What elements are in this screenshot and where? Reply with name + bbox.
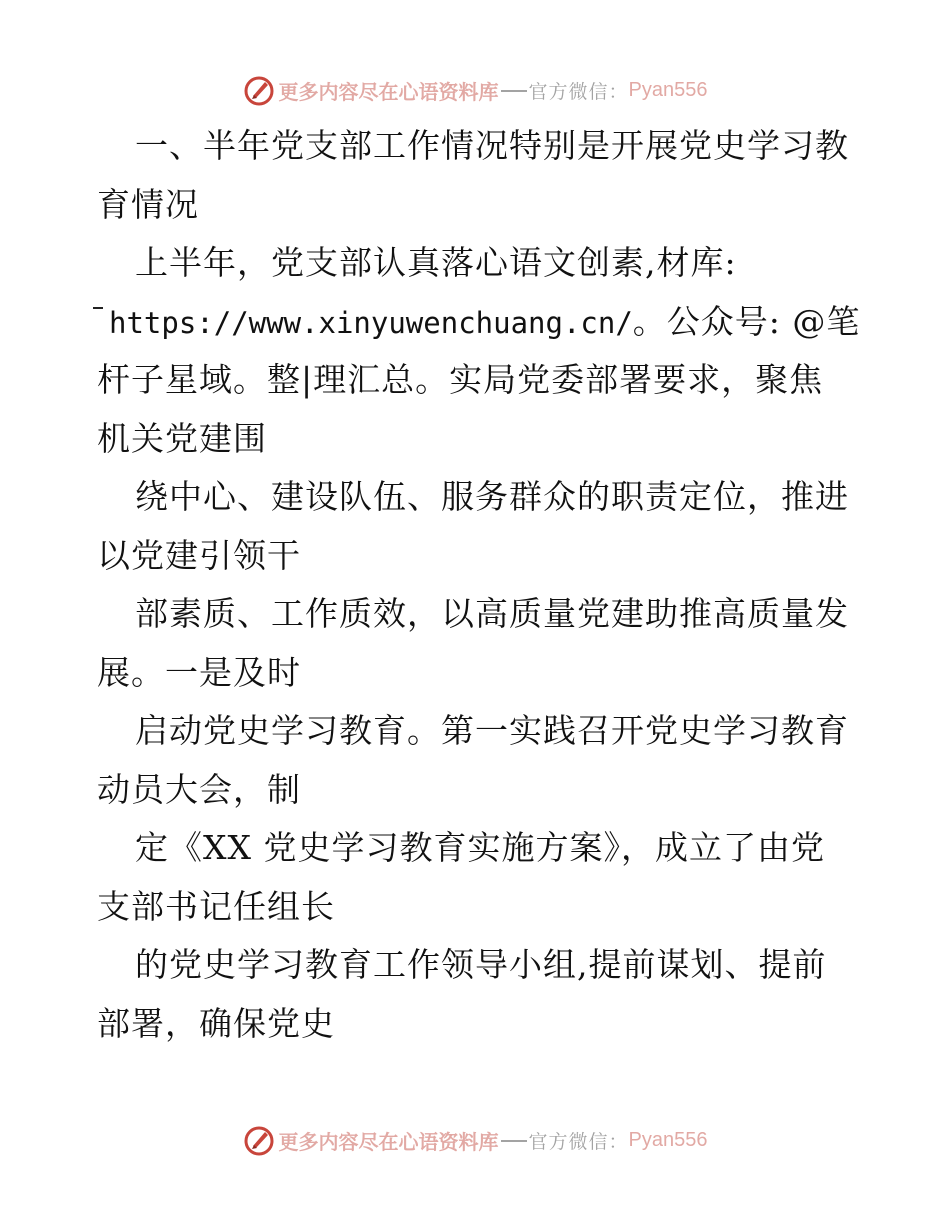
body-line: 机关党建围 [97, 418, 267, 458]
logo-icon [243, 1124, 275, 1156]
body-line: 上半年，党支部认真落心语文创素,材库: [135, 243, 737, 282]
url-suffix: 。公众号: @笔 [632, 301, 861, 341]
document-body [97, 117, 861, 1053]
banner-text: 更多内容尽在心语资料库 [278, 1129, 499, 1154]
wechat-id: Pyan556 [628, 1128, 708, 1151]
banner-dash [501, 90, 527, 92]
corner-mark [93, 307, 103, 309]
header-banner [0, 70, 950, 110]
body-line: 部署，确保党史 [97, 1003, 335, 1043]
footer-banner [0, 1120, 950, 1160]
body-line: 的党史学习教育工作领导小组,提前谋划、提前 [135, 945, 827, 984]
body-line: 一、半年党支部工作情况特别是开展党史学习教 [135, 126, 849, 165]
url-text: https://www.xinyuwenchuang.cn/ [109, 305, 633, 340]
body-line: 育情况 [97, 184, 199, 224]
body-line: 定《XX 党史学习教育实施方案》，成立了由党 [135, 828, 825, 867]
body-line: 杆子星域。整|理汇总。实局党委部署要求，聚焦 [97, 360, 824, 399]
body-line: 部素质、工作质效，以高质量党建助推高质量发 [135, 594, 849, 633]
body-line: 以党建引领干 [97, 535, 301, 575]
logo-icon [243, 74, 275, 106]
body-line: 支部书记任组长 [97, 886, 335, 926]
body-line: 动员大会，制 [97, 769, 301, 809]
wechat-label: 官方微信： [528, 1130, 629, 1153]
banner-dash [501, 1140, 527, 1142]
banner-text: 更多内容尽在心语资料库 [278, 79, 499, 104]
body-line-url [93, 293, 861, 352]
wechat-id: Pyan556 [628, 78, 708, 101]
body-line: 启动党史学习教育。第一实践召开党史学习教育 [135, 711, 849, 750]
body-line: 展。一是及时 [97, 652, 301, 692]
wechat-label: 官方微信： [528, 80, 629, 103]
body-line: 绕中心、建设队伍、服务群众的职责定位，推进 [135, 477, 849, 516]
